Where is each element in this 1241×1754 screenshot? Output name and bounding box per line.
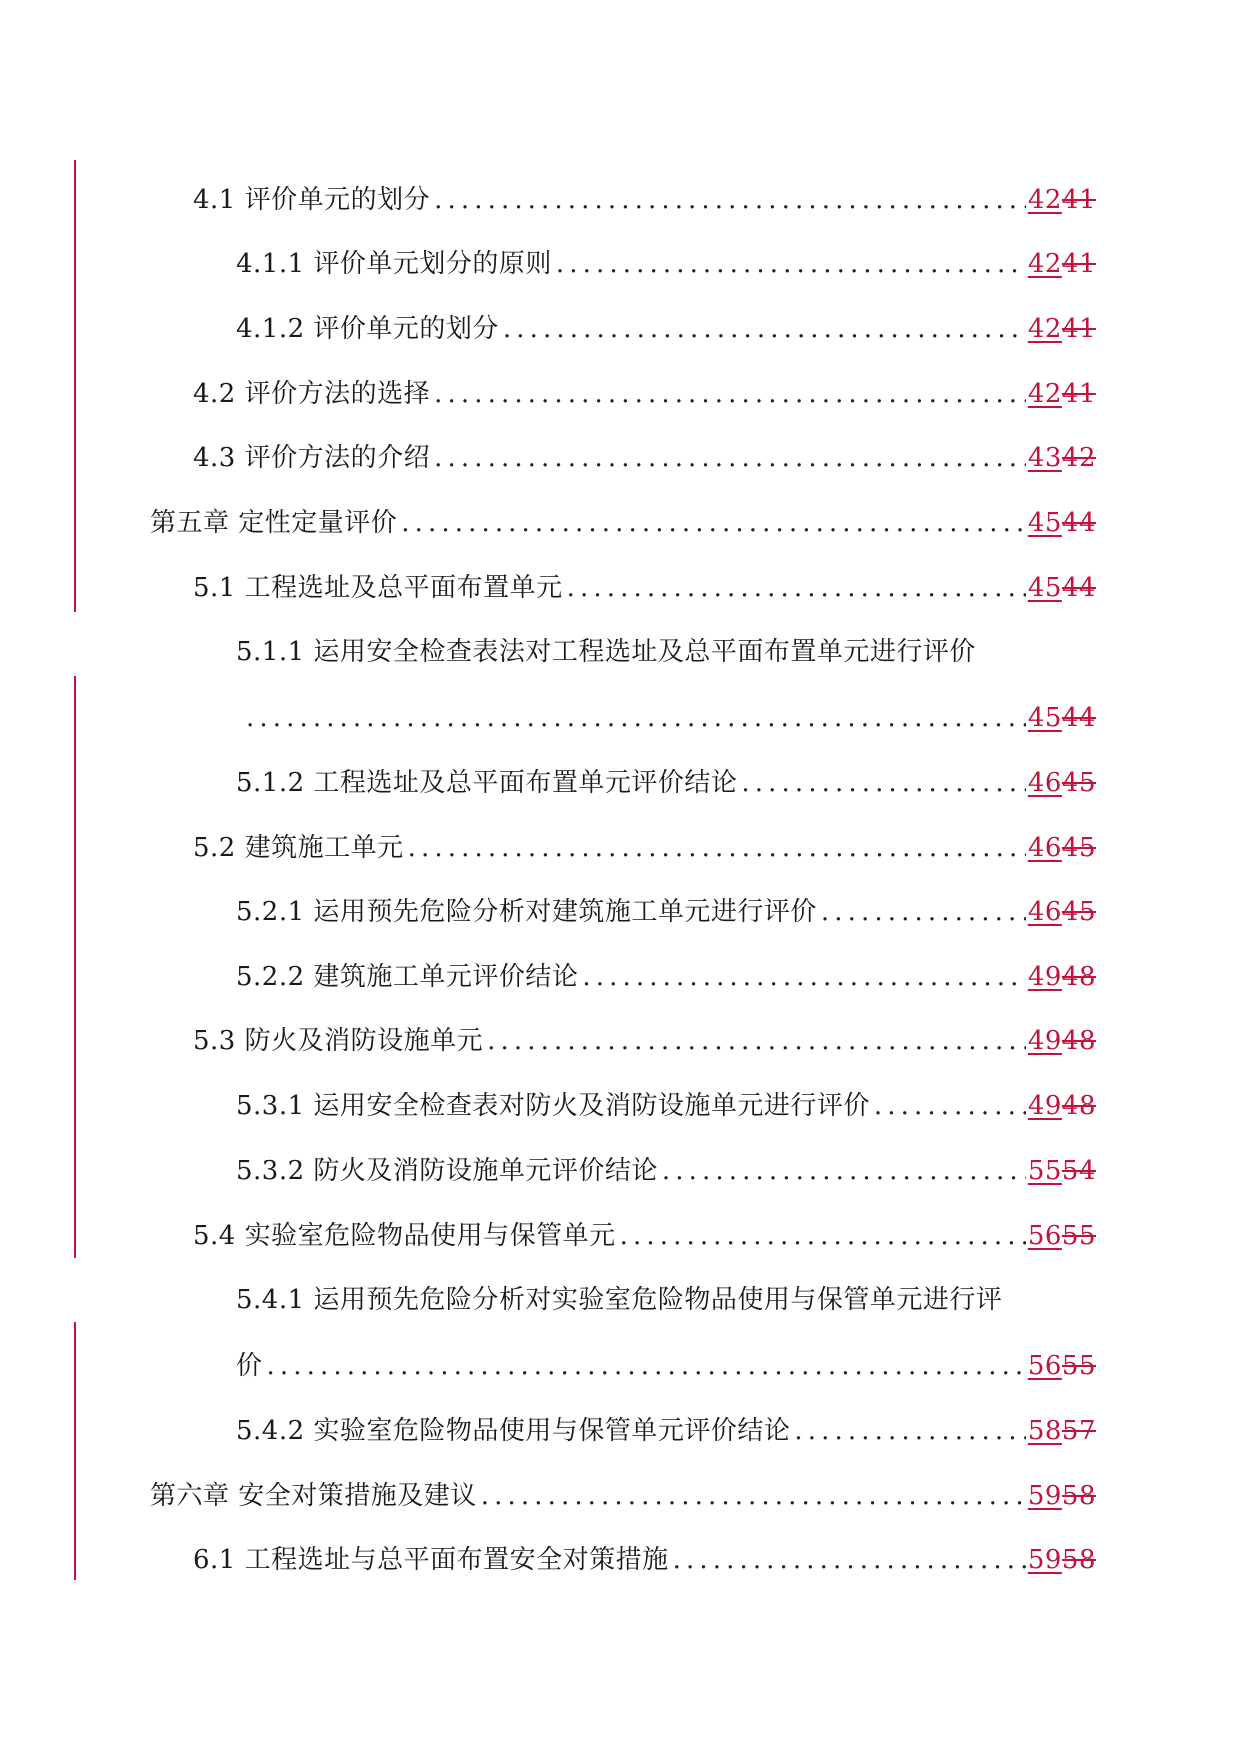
toc-page-number (1026, 1025, 1096, 1057)
toc-entry-continuation[interactable] (236, 1338, 1096, 1382)
page-number-deleted: 45 (1061, 897, 1096, 927)
toc-entry-label: 5.2.1 运用预先危险分析对建筑施工单元进行评价 (236, 897, 817, 927)
page-number-inserted: 45 (1027, 508, 1062, 538)
toc-leader-dots (616, 1220, 1026, 1252)
toc-page-number (1026, 1544, 1096, 1576)
toc-entry-wrapped[interactable] (236, 1272, 1096, 1316)
page-number-inserted: 42 (1027, 185, 1062, 215)
toc-page-number (1026, 313, 1096, 345)
toc-leader-dots (817, 896, 1026, 928)
toc-leader-dots (430, 378, 1026, 410)
toc-page-number (1026, 1350, 1096, 1382)
toc-entry-label: 4.1 评价单元的划分 (193, 185, 431, 215)
toc-leader-dots (263, 1350, 1026, 1382)
toc-entry[interactable] (193, 366, 1096, 410)
change-bar (74, 676, 76, 1258)
page-number-inserted: 46 (1027, 833, 1062, 863)
page-number-inserted: 42 (1027, 249, 1062, 279)
toc-entry-wrapped[interactable] (236, 624, 1096, 668)
toc-entry-continuation[interactable] (242, 690, 1096, 734)
toc-entry[interactable] (236, 1403, 1096, 1447)
toc-entry-label: 5.3.1 运用安全检查表对防火及消防设施单元进行评价 (236, 1091, 870, 1121)
toc-page-number (1026, 1090, 1096, 1122)
toc-entry-label: 5.3.2 防火及消防设施单元评价结论 (236, 1156, 658, 1186)
page-number-inserted: 49 (1027, 962, 1062, 992)
page-number-inserted: 45 (1027, 703, 1062, 733)
toc-leader-dots (477, 1480, 1026, 1512)
toc-page-number (1026, 248, 1096, 280)
toc-entry-label: 4.3 评价方法的介绍 (193, 443, 431, 473)
toc-leader-dots (737, 767, 1025, 799)
page-number-deleted: 41 (1061, 314, 1096, 344)
toc-entry[interactable] (236, 236, 1096, 280)
page-number-deleted: 42 (1061, 443, 1096, 473)
toc-leader-dots (578, 961, 1025, 993)
toc-entry[interactable] (236, 884, 1096, 928)
toc-entry[interactable] (193, 1208, 1096, 1252)
page-number-inserted: 59 (1027, 1481, 1062, 1511)
toc-page-number (1026, 507, 1096, 539)
page-number-inserted: 55 (1027, 1156, 1062, 1186)
toc-entry[interactable] (236, 1143, 1096, 1187)
page-number-inserted: 42 (1027, 379, 1062, 409)
page-number-inserted: 58 (1027, 1416, 1062, 1446)
toc-entry[interactable] (150, 495, 1096, 539)
page-number-deleted: 44 (1061, 703, 1096, 733)
toc-entry-label: 5.4.2 实验室危险物品使用与保管单元评价结论 (236, 1416, 791, 1446)
toc-leader-dots (430, 184, 1026, 216)
toc-entry-label: 5.2 建筑施工单元 (193, 833, 404, 863)
toc-entry-label: 价 (236, 1351, 263, 1381)
toc-leader-dots (669, 1544, 1026, 1576)
toc-entry-label: 5.4.1 运用预先危险分析对实验室危险物品使用与保管单元进行评 (236, 1285, 1003, 1315)
toc-page-number (1026, 1480, 1096, 1512)
page-number-inserted: 46 (1027, 768, 1062, 798)
toc-entry[interactable] (150, 1468, 1096, 1512)
page-number-inserted: 59 (1027, 1545, 1062, 1575)
page-number-deleted: 41 (1061, 249, 1096, 279)
toc-page-number (1026, 961, 1096, 993)
toc-page-number (1026, 702, 1096, 734)
toc-entry-label: 5.4 实验室危险物品使用与保管单元 (193, 1221, 616, 1251)
toc-page-number (1026, 1155, 1096, 1187)
toc-entry[interactable] (193, 560, 1096, 604)
toc-leader-dots (483, 1025, 1026, 1057)
page-number-inserted: 56 (1027, 1221, 1062, 1251)
page-number-deleted: 54 (1061, 1156, 1096, 1186)
toc-entry[interactable] (193, 172, 1096, 216)
page-number-deleted: 58 (1061, 1545, 1096, 1575)
toc-entry-label: 5.2.2 建筑施工单元评价结论 (236, 962, 579, 992)
toc-leader-dots (430, 442, 1026, 474)
page-number-deleted: 48 (1061, 1091, 1096, 1121)
page-number-inserted: 49 (1027, 1091, 1062, 1121)
page-number-deleted: 45 (1061, 768, 1096, 798)
toc-leader-dots (552, 248, 1026, 280)
page-number-deleted: 48 (1061, 962, 1096, 992)
page-number-inserted: 45 (1027, 573, 1062, 603)
toc-entry-label: 6.1 工程选址与总平面布置安全对策措施 (193, 1545, 669, 1575)
toc-entry-label: 第五章 定性定量评价 (150, 508, 398, 538)
page-number-deleted: 48 (1061, 1026, 1096, 1056)
page-number-deleted: 55 (1061, 1221, 1096, 1251)
toc-page-number (1026, 1415, 1096, 1447)
toc-entry-label: 4.1.1 评价单元划分的原则 (236, 249, 552, 279)
toc-entry[interactable] (236, 1078, 1096, 1122)
toc-entry-label: 5.1 工程选址及总平面布置单元 (193, 573, 563, 603)
page-number-deleted: 58 (1061, 1481, 1096, 1511)
page-number-inserted: 46 (1027, 897, 1062, 927)
toc-page-number (1026, 378, 1096, 410)
toc-leader-dots (397, 507, 1026, 539)
page-number-deleted: 41 (1061, 185, 1096, 215)
toc-leader-dots (242, 702, 1026, 734)
toc-leader-dots (790, 1415, 1025, 1447)
page-number-inserted: 49 (1027, 1026, 1062, 1056)
page-number-inserted: 56 (1027, 1351, 1062, 1381)
toc-entry-label: 第六章 安全对策措施及建议 (150, 1481, 477, 1511)
toc-page-number (1026, 832, 1096, 864)
toc-page-number (1026, 767, 1096, 799)
change-bar (74, 1322, 76, 1580)
page-number-inserted: 42 (1027, 314, 1062, 344)
page-number-deleted: 55 (1061, 1351, 1096, 1381)
toc-leader-dots (870, 1090, 1026, 1122)
toc-entry[interactable] (236, 949, 1096, 993)
toc-leader-dots (499, 313, 1026, 345)
toc-entry[interactable] (193, 1532, 1096, 1576)
toc-entry[interactable] (193, 1013, 1096, 1057)
toc-entry[interactable] (193, 820, 1096, 864)
page-number-deleted: 57 (1061, 1416, 1096, 1446)
toc-entry-label: 5.1.1 运用安全检查表法对工程选址及总平面布置单元进行评价 (236, 637, 976, 667)
toc-entry-label: 5.1.2 工程选址及总平面布置单元评价结论 (236, 768, 738, 798)
toc-entry-label: 4.1.2 评价单元的划分 (236, 314, 499, 344)
toc-entry[interactable] (236, 755, 1096, 799)
page-number-deleted: 45 (1061, 833, 1096, 863)
toc-page-number (1026, 1220, 1096, 1252)
page-number-deleted: 41 (1061, 379, 1096, 409)
toc-page-number (1026, 572, 1096, 604)
toc-page-number (1026, 896, 1096, 928)
toc-leader-dots (404, 832, 1026, 864)
toc-entry[interactable] (193, 430, 1096, 474)
toc-entry-label: 5.3 防火及消防设施单元 (193, 1026, 484, 1056)
page-number-deleted: 44 (1061, 508, 1096, 538)
page-number-deleted: 44 (1061, 573, 1096, 603)
page-number-inserted: 43 (1027, 443, 1062, 473)
change-bar (74, 160, 76, 612)
toc-entry-label: 4.2 评价方法的选择 (193, 379, 431, 409)
toc-page-number (1026, 184, 1096, 216)
toc-leader-dots (658, 1155, 1026, 1187)
toc-entry[interactable] (236, 301, 1096, 345)
toc-page-number (1026, 442, 1096, 474)
toc-leader-dots (563, 572, 1026, 604)
